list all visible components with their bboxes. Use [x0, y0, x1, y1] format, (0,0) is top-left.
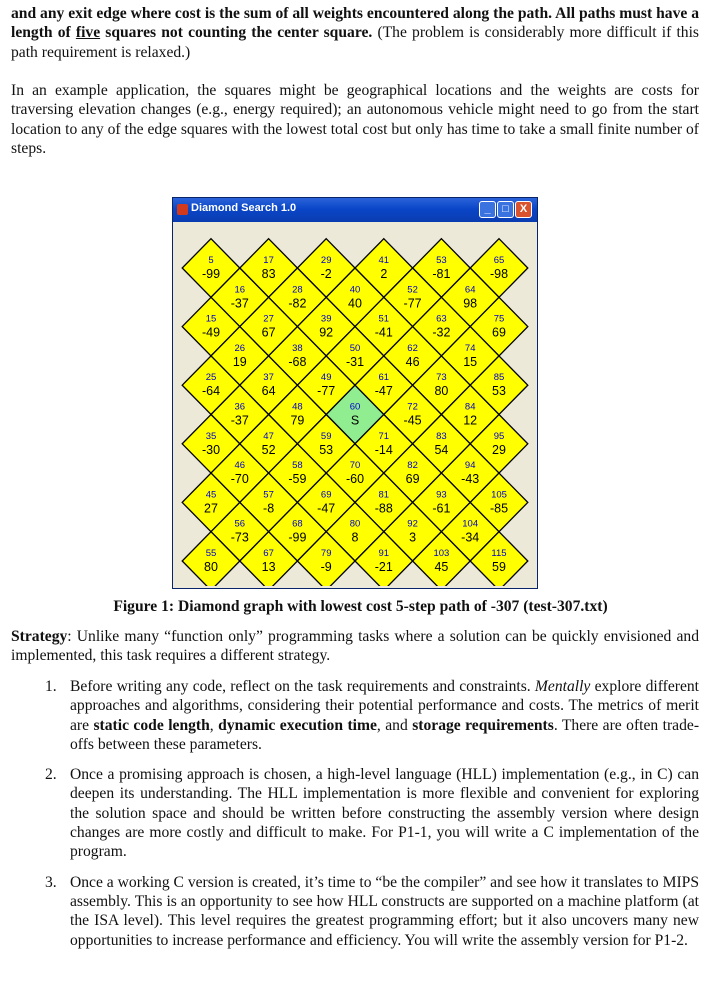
cell-index: 28 [292, 284, 303, 296]
cell-index: 79 [320, 548, 332, 559]
cell-weight: -88 [374, 501, 393, 516]
cell-index: 51 [378, 313, 390, 325]
item-text: Once a promising approach is chosen, a high-level language (HLL) implementation (e.g., in C) can deepen its understanding. The HLL implementation is more flexible and convenient for exploring the solution space and should be written before constructing the assembly version where design changes are more costly and difficult to make. For P1-1, you will write a C implementation of the program. [70, 766, 699, 861]
cell-index: 29 [320, 255, 332, 266]
diamond-search-window [172, 197, 538, 589]
cell-index: 15 [205, 313, 217, 325]
cell-index: 68 [292, 518, 303, 530]
cell-index: 56 [234, 518, 246, 530]
window-titlebar[interactable] [173, 198, 537, 222]
item-text: , and [376, 716, 413, 734]
cell-weight: -8 [263, 501, 275, 516]
intro-underlined-text: five [75, 24, 101, 42]
cell-weight: -41 [374, 325, 393, 340]
cell-weight: 83 [261, 267, 276, 281]
cell-weight: 46 [405, 354, 420, 369]
item-text: Before writing any code, reflect on the task requirements and constraints. [70, 678, 535, 695]
intro-paragraph-1 [11, 4, 699, 62]
cell-weight: 64 [261, 384, 276, 399]
cell-weight: -37 [230, 413, 249, 428]
app-icon [177, 204, 188, 215]
cell-weight: 15 [463, 354, 478, 369]
cell-weight: -32 [432, 325, 451, 340]
cell-weight: -68 [288, 354, 307, 369]
cell-weight: -77 [317, 384, 336, 399]
cell-index: 81 [378, 489, 390, 501]
cell-index: 61 [378, 372, 390, 384]
cell-index: 103 [433, 548, 450, 559]
window-client-area [177, 224, 533, 586]
list-number: 2. [45, 766, 57, 784]
cell-weight: -81 [432, 267, 451, 281]
cell-index: 52 [407, 284, 418, 296]
cell-weight: 52 [261, 442, 276, 457]
window-title: Diamond Search 1.0 [191, 202, 297, 214]
strategy-paragraph [11, 627, 699, 666]
cell-weight: 29 [492, 442, 506, 457]
cell-index: 26 [234, 342, 246, 354]
cell-index: 85 [493, 372, 505, 384]
item-bold-text: dynamic execution time [218, 716, 377, 734]
cell-weight: -61 [432, 501, 451, 516]
cell-index: 91 [378, 548, 390, 559]
strategy-text: : Unlike many “function only” programming tasks where a solution can be quickly envisioned and implemented, this task requires a different strategy. [11, 628, 699, 665]
list-number: 3. [45, 873, 57, 891]
intro-bold-text-2: squares not counting the center square. [100, 24, 373, 42]
cell-index: 84 [464, 401, 476, 413]
cell-weight: 53 [492, 384, 506, 399]
cell-weight: -98 [489, 267, 509, 281]
diamond-grid [177, 224, 533, 586]
cell-index: 41 [378, 255, 390, 266]
cell-index: 83 [436, 430, 447, 442]
cell-weight: -21 [374, 560, 393, 574]
item-text: . There are often trade-offs between these parameters. [70, 716, 700, 753]
item-text: , [209, 716, 219, 734]
cell-index: 80 [349, 518, 361, 530]
cell-weight: -47 [374, 384, 393, 399]
intro-bold-text: and any exit edge where cost is the sum of all weights encountered along the path. All paths must have a length of [11, 5, 699, 42]
cell-weight: 2 [380, 267, 388, 281]
cell-weight: 3 [409, 530, 417, 545]
cell-index: 16 [234, 284, 246, 296]
list-number: 1. [45, 678, 57, 695]
cell-index: 95 [493, 430, 505, 442]
cell-weight: 19 [232, 354, 247, 369]
cell-index: 39 [320, 313, 332, 325]
cell-weight: 27 [204, 501, 218, 516]
cell-weight: -59 [288, 472, 307, 487]
item-bold-text: storage requirements [412, 716, 554, 734]
cell-weight: 92 [319, 325, 334, 340]
cell-weight: -73 [230, 530, 249, 545]
cell-weight: -85 [489, 501, 509, 516]
maximize-button[interactable]: □ [497, 201, 514, 218]
cell-weight: 67 [261, 325, 276, 340]
cell-index: 69 [320, 489, 332, 501]
cell-weight: 80 [434, 384, 449, 399]
cell-index: 40 [349, 284, 361, 296]
cell-weight: 69 [492, 325, 506, 340]
list-item-2 [11, 765, 699, 861]
cell-index: 46 [234, 460, 246, 472]
cell-weight: -37 [230, 296, 249, 311]
cell-weight: -49 [201, 325, 221, 340]
cell-weight: 98 [463, 296, 478, 311]
item-text: Once a working C version is created, it’s time to “be the compiler” and see how it translates to MIPS assembly. This is an opportunity to see how HLL constructs are supported on a machine platform (at the ISA level). This level requires the greatest programming effort; but it also uncovers many new opportunities to increase performance and efficiency. You will write the assembly version for P1-2. [70, 873, 699, 949]
item-italic-text: Mentally [534, 678, 591, 695]
cell-index: 115 [491, 548, 507, 559]
cell-weight: 54 [434, 442, 449, 457]
cell-weight: -9 [320, 560, 332, 574]
cell-weight: -70 [230, 472, 249, 487]
cell-weight: -47 [317, 501, 336, 516]
cell-index: 64 [464, 284, 476, 296]
cell-index: 35 [205, 430, 217, 442]
cell-weight: 80 [204, 560, 218, 574]
cell-index: 49 [320, 372, 332, 384]
cell-weight: -99 [288, 530, 307, 545]
cell-weight: 69 [405, 472, 420, 487]
cell-index: 65 [493, 255, 505, 266]
intro-paragraph-2: In an example application, the squares might be geographical locations and the weights are costs for traversing elevation changes (e.g., energy required); an autonomous vehicle might need to go from the start location to any of the edge squares with the lowest total cost but only has time to take a small finite number of steps. [11, 82, 699, 157]
cell-weight: -99 [201, 267, 221, 281]
list-item-3 [11, 873, 699, 950]
cell-weight: -30 [201, 442, 221, 457]
cell-weight: 45 [434, 560, 449, 574]
cell-index: 105 [491, 489, 507, 501]
cell-index: 63 [436, 313, 447, 325]
cell-weight: 8 [351, 530, 359, 545]
cell-weight: 12 [463, 413, 478, 428]
cell-weight: -31 [345, 354, 365, 369]
cell-weight: -64 [201, 384, 221, 399]
cell-weight: -45 [403, 413, 422, 428]
cell-index: 38 [292, 342, 303, 354]
cell-weight: -82 [288, 296, 307, 311]
cell-index: 37 [263, 372, 274, 384]
item-bold-text: static code length [93, 716, 210, 734]
cell-index: 58 [292, 460, 303, 472]
figure-caption: Figure 1: Diamond graph with lowest cost 5-step path of -307 (test-307.txt) [113, 598, 608, 615]
minimize-button[interactable]: _ [479, 201, 496, 218]
cell-weight: 79 [290, 413, 305, 428]
cell-weight: 53 [319, 442, 334, 457]
cell-weight: -43 [461, 472, 480, 487]
cell-index: 60 [349, 401, 361, 413]
cell-index: 67 [263, 548, 274, 559]
cell-weight: -2 [320, 267, 332, 281]
cell-index: 73 [436, 372, 447, 384]
cell-index: 82 [407, 460, 418, 472]
cell-index: 48 [292, 401, 303, 413]
cell-index: 62 [407, 342, 418, 354]
cell-index: 93 [436, 489, 447, 501]
close-button[interactable]: X [515, 201, 532, 218]
cell-index: 25 [205, 372, 217, 384]
intro-rest-text: (The problem is considerably more difficult if this path requirement is relaxed.) [11, 24, 699, 61]
cell-index: 92 [407, 518, 418, 530]
cell-weight: 59 [492, 560, 506, 574]
cell-index: 5 [208, 255, 214, 266]
cell-index: 47 [263, 430, 274, 442]
item-text: explore different approaches and algorithms, considering their potential performance and costs. The metrics of merit are [70, 678, 699, 734]
cell-weight: 13 [261, 560, 276, 574]
cell-index: 45 [205, 489, 217, 501]
strategy-label: Strategy [11, 628, 68, 645]
cell-weight: -34 [461, 530, 480, 545]
cell-index: 72 [407, 401, 418, 413]
cell-index: 71 [378, 430, 390, 442]
cell-index: 55 [205, 548, 217, 559]
cell-index: 104 [462, 518, 479, 530]
cell-weight: -77 [403, 296, 422, 311]
cell-weight: S [350, 413, 360, 428]
cell-index: 70 [349, 460, 361, 472]
cell-index: 94 [464, 460, 476, 472]
cell-index: 17 [263, 255, 274, 266]
cell-weight: 40 [348, 296, 362, 311]
cell-index: 57 [263, 489, 274, 501]
cell-index: 74 [464, 342, 476, 354]
cell-index: 36 [234, 401, 246, 413]
cell-index: 50 [349, 342, 361, 354]
cell-index: 27 [263, 313, 274, 325]
cell-index: 53 [436, 255, 447, 266]
cell-index: 75 [493, 313, 505, 325]
cell-weight: -14 [374, 442, 393, 457]
cell-weight: -60 [345, 472, 365, 487]
cell-index: 59 [320, 430, 332, 442]
list-item-1 [11, 677, 699, 754]
steps-list [11, 677, 699, 961]
